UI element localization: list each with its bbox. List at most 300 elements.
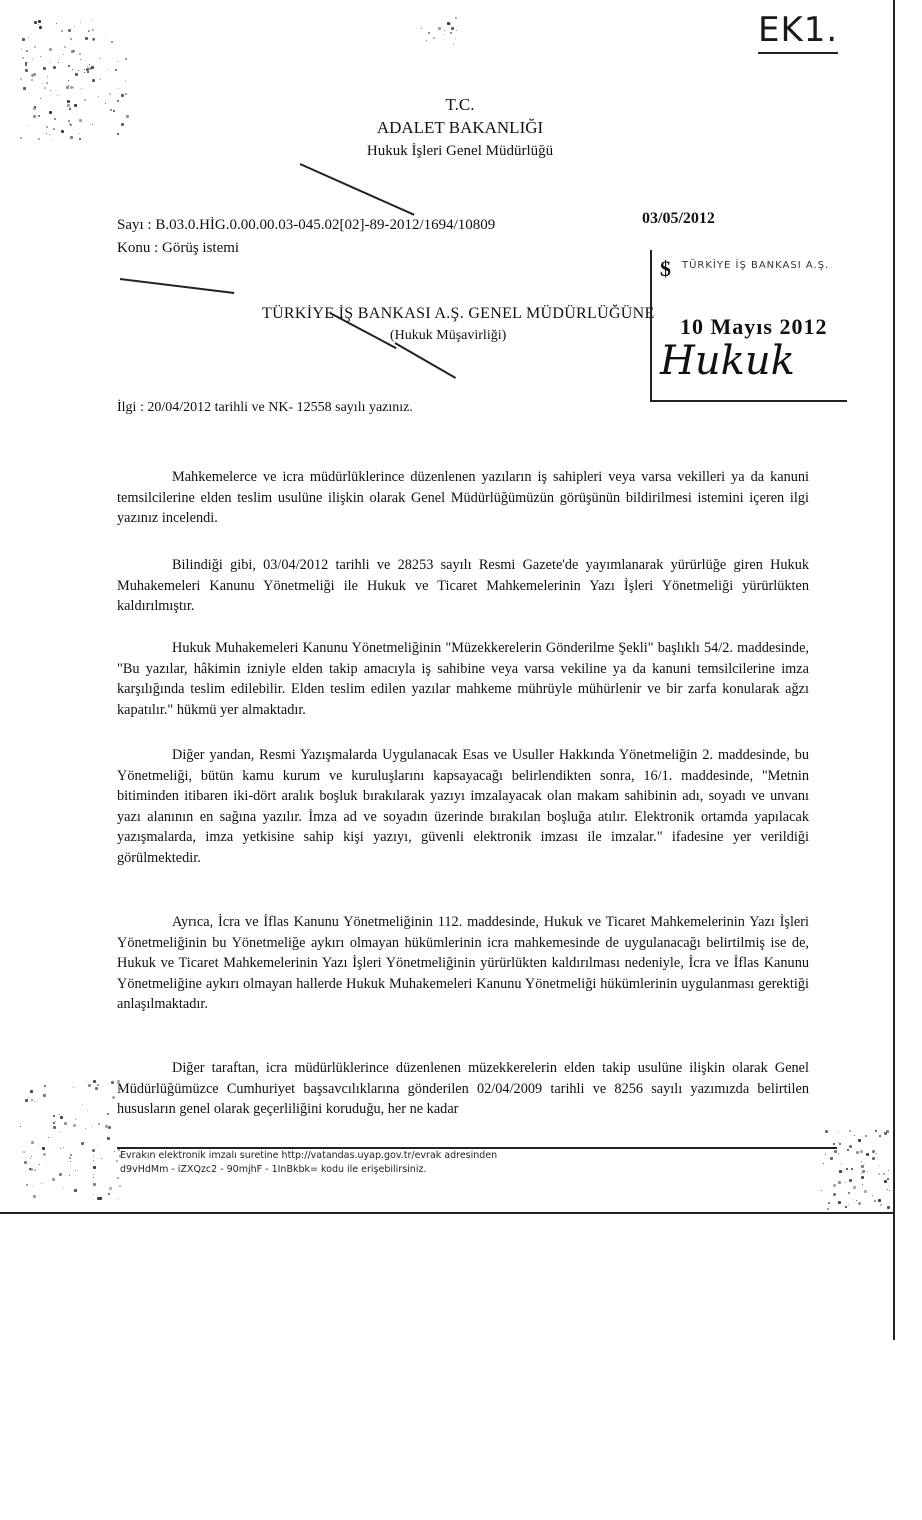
document-date: 03/05/2012 — [642, 210, 715, 227]
scan-speck — [61, 30, 63, 32]
scan-speck — [85, 37, 88, 40]
scan-speck — [25, 1171, 26, 1172]
scan-speck — [80, 59, 81, 60]
scan-speck — [63, 1188, 64, 1189]
scan-speck — [841, 1164, 842, 1165]
footer-divider — [117, 1147, 837, 1149]
annex-label: EK1. — [758, 10, 839, 50]
scan-speck — [72, 69, 73, 70]
scan-speck — [455, 38, 456, 39]
scan-speck — [73, 1124, 76, 1127]
scan-speck — [55, 1121, 56, 1122]
footnote-line-1: Evrakın elektronik imzalı suretine http://vatandas.uyap.gov.tr/evrak adresinden — [120, 1150, 498, 1161]
scan-speck — [46, 133, 47, 134]
reference-number: Sayı : B.03.0.HİG.0.00.00.03-045.02[02]-89-2012/1694/10809 — [117, 217, 496, 233]
scan-speck — [107, 1137, 110, 1140]
scan-speck — [115, 69, 117, 71]
scan-speck — [421, 28, 422, 29]
scan-speck — [50, 62, 51, 63]
scan-speck — [47, 76, 48, 77]
scan-speck — [66, 86, 69, 89]
scan-speck — [42, 83, 43, 84]
scan-speck — [69, 123, 71, 125]
scan-speck — [34, 106, 36, 108]
scan-speck — [59, 1114, 60, 1115]
scan-speck — [833, 1143, 835, 1145]
scan-speck — [84, 72, 85, 73]
scan-speck — [60, 1131, 61, 1132]
scan-speck — [23, 1151, 25, 1153]
scan-speck — [866, 1153, 869, 1156]
scan-speck — [33, 115, 36, 118]
scan-speck — [88, 31, 89, 32]
scan-speck — [111, 1081, 114, 1084]
scan-speck — [121, 123, 124, 126]
scan-speck — [858, 1202, 861, 1205]
scan-speck — [68, 120, 70, 122]
scan-speck — [100, 79, 101, 80]
scan-speck — [867, 1171, 868, 1172]
scan-speck — [444, 30, 445, 31]
scan-speck — [25, 1099, 28, 1102]
scan-speck — [860, 1150, 863, 1153]
annex-underline — [758, 52, 838, 54]
scan-noise-top-left — [20, 20, 130, 140]
bank-logo-icon: $ — [660, 256, 671, 281]
scan-speck — [108, 1126, 111, 1129]
scan-speck — [118, 88, 119, 89]
handwritten-note: Hukuk — [660, 338, 795, 384]
scan-speck — [22, 38, 25, 41]
body-paragraph: Mahkemelerce ve icra müdürlüklerince düzenlenen yazıların iş sahipleri veya varsa vekilleri ya da kanuni temsilcilerine elden teslim usulüne ilişkin olarak Genel Müdürlüğümüzün görüşünün bildirilmesi istemini içeren ilgi yazınız incelendi. — [117, 469, 809, 526]
scan-speck — [117, 100, 119, 102]
scan-speck — [864, 1190, 867, 1193]
scan-speck — [67, 100, 70, 103]
scan-speck — [426, 40, 427, 41]
body-paragraph: Diğer taraftan, icra müdürlüklerince düzenlenen müzekkerelerin elden takip usulüne ilişkin olarak Genel Müdürlüğümüzce Cumhuriyet başsavcılıklarına gönderilen 02/04/2009 tarihli ve 8256 sayılı yazımızda belirtilen hususların genel olarak geçerliliğini koruduğu, her ne kadar — [117, 1060, 809, 1117]
scan-speck — [31, 74, 34, 77]
scan-speck — [91, 1126, 92, 1127]
scan-speck — [54, 118, 56, 120]
scan-speck — [97, 1084, 99, 1086]
scan-speck — [40, 56, 41, 57]
scan-speck — [825, 1130, 828, 1133]
scan-speck — [121, 94, 124, 97]
scan-speck — [71, 50, 74, 53]
scan-speck — [880, 1204, 882, 1206]
scan-speck — [119, 1185, 121, 1187]
scan-speck — [98, 1123, 100, 1125]
header-country: T.C. — [445, 95, 475, 114]
scan-speck — [60, 1116, 63, 1119]
scan-speck — [879, 1165, 880, 1166]
body-paragraph: Hukuk Muhakemeleri Kanunu Yönetmeliğinin "Müzekkerelerin Gönderilme Şekli" başlıklı 54/2. maddesinde, "Bu yazılar, hâkimin izniyle elden takip amacıyla iş sahibine veya varsa vekiline ya da kanuni temsilcilerine imza karşılığında teslim edilebilir. Elden teslim edilen yazılar mahkeme mührüyle mühürlenir ve bir zarfa konularak ağzı kapatılır." hükmü yer almaktadır. — [117, 640, 809, 718]
scan-speck — [31, 79, 33, 81]
scan-speck — [88, 1084, 91, 1087]
pen-stroke — [120, 278, 234, 294]
scan-speck — [111, 41, 113, 43]
stamp-date: 10 Mayıs 2012 — [680, 314, 828, 339]
scan-speck — [99, 1197, 102, 1200]
body-paragraph: Ayrıca, İcra ve İflas Kanunu Yönetmeliğinin 112. maddesinde, Hukuk ve Ticaret Mahkemelerinin Yazı İşleri Yönetmeliğinin bu Yönetmeliğe aykırı olmayan hükümlerinin icra mahkemesinde de uygulanacağı belirtilmiş ise de, Hukuk ve Ticaret Mahkemelerinin Yazı İşleri Yönetmeliğinin yürürlükten kaldırılması nedeniyle, İcra ve İflas Kanunu Yönetmeliğine aykırı olmayan hallerde Hukuk Muhakemeleri Kanunu Yönetmeliği hükümlerinin uygulanması gerektiği anlaşılmaktadır. — [117, 914, 809, 1012]
scan-speck — [38, 24, 39, 25]
scan-speck — [884, 1180, 887, 1183]
scan-speck — [23, 87, 26, 90]
scan-speck — [31, 1099, 33, 1101]
scan-speck — [70, 86, 73, 89]
scan-speck — [25, 64, 27, 66]
scan-speck — [93, 1183, 96, 1186]
scan-speck — [456, 30, 457, 31]
scan-speck — [113, 110, 115, 112]
scan-speck — [43, 1094, 46, 1097]
scan-speck — [64, 46, 66, 48]
scan-speck — [78, 70, 79, 71]
scan-speck — [879, 1135, 881, 1137]
scan-speck — [823, 1163, 824, 1164]
scan-speck — [93, 1177, 94, 1178]
scan-speck — [821, 1190, 822, 1191]
scan-speck — [428, 32, 430, 34]
scan-speck — [74, 26, 75, 27]
scan-speck — [64, 1122, 67, 1125]
scan-speck — [73, 87, 74, 88]
scan-speck — [92, 1149, 95, 1152]
scan-speck — [874, 1200, 876, 1202]
scan-speck — [43, 67, 46, 70]
scan-speck — [825, 1154, 826, 1155]
scan-speck — [87, 66, 88, 67]
body-paragraph: Diğer yandan, Resmi Yazışmalarda Uygulanacak Esas ve Usuller Hakkında Yönetmeliğin 2. maddesinde, bu Yönetmeliği, bütün kamu kurum ve kuruluşlarını kapsayacağı belirlendikten sonra, 16/1. maddesinde, "Metnin bitiminden itibaren iki-dört aralık boşluk bırakılarak yazıyı imzalayacak olan makam sahibinin adı, soyadı ve unvanı yazı alanının en sağına yazılır. İmza ad ve soyadın üzerinde bırakılan boşluğa atılır. Elektronik ortamda yapılacak yazışmalarda, imza yetkisine sahip kişi yazıyı, güvenli elektronik imzası ile imzalar." ifadesine yer verildiği görülmektedir. — [117, 747, 809, 866]
scan-speck — [861, 1173, 862, 1174]
scan-speck — [856, 1200, 857, 1201]
scan-speck — [838, 1131, 839, 1132]
scan-speck — [110, 109, 112, 111]
scan-speck — [79, 138, 81, 140]
scan-speck — [887, 1189, 888, 1190]
scan-speck — [861, 1176, 864, 1179]
scan-speck — [108, 69, 109, 70]
scan-speck — [67, 104, 70, 107]
scan-speck — [87, 1110, 88, 1111]
pen-stroke — [300, 163, 415, 216]
scan-speck — [883, 1173, 885, 1175]
scan-speck — [92, 29, 94, 31]
scan-speck — [889, 1190, 890, 1191]
scan-speck — [888, 1170, 889, 1171]
scan-speck — [69, 1157, 71, 1159]
scan-speck — [854, 1135, 855, 1136]
scan-speck — [31, 1156, 32, 1157]
scan-speck — [44, 87, 46, 89]
scan-speck — [101, 1158, 102, 1159]
scan-speck — [26, 50, 28, 52]
scan-speck — [453, 44, 454, 45]
scan-speck — [80, 22, 81, 23]
scan-speck — [450, 32, 452, 34]
scan-speck — [830, 1157, 833, 1160]
scan-speck — [29, 1168, 31, 1170]
scan-speck — [78, 133, 79, 134]
scan-speck — [117, 1177, 119, 1179]
scan-speck — [75, 1170, 76, 1171]
scan-speck — [109, 93, 111, 95]
scan-speck — [82, 1104, 83, 1105]
scan-speck — [872, 1157, 875, 1160]
page-bottom-rule — [0, 1212, 893, 1214]
scan-speck — [93, 1194, 94, 1195]
header-ministry: ADALET BAKANLIĞI — [376, 118, 544, 137]
scan-speck — [856, 1151, 859, 1154]
scan-speck — [48, 1137, 49, 1138]
scan-speck — [46, 1165, 47, 1166]
scan-speck — [68, 29, 71, 32]
scan-speck — [92, 79, 95, 82]
scan-speck — [876, 1153, 877, 1154]
scan-speck — [52, 139, 53, 140]
scan-speck — [89, 67, 92, 70]
scan-speck — [63, 54, 64, 55]
scan-speck — [833, 1184, 836, 1187]
scan-noise-top — [420, 15, 460, 45]
scan-speck — [28, 37, 29, 38]
scan-speck — [853, 1186, 856, 1189]
scan-speck — [112, 1096, 115, 1099]
scan-speck — [865, 1135, 867, 1137]
scan-speck — [81, 88, 82, 89]
scan-speck — [91, 20, 92, 21]
scan-speck — [451, 27, 454, 30]
scan-speck — [92, 124, 93, 125]
scan-speck — [44, 1085, 46, 1087]
scan-speck — [30, 1158, 31, 1159]
scan-speck — [838, 1153, 839, 1154]
scan-speck — [20, 1126, 21, 1127]
scan-speck — [845, 1206, 847, 1208]
scan-speck — [39, 26, 42, 29]
scan-speck — [125, 81, 126, 82]
scan-speck — [49, 134, 50, 135]
scan-speck — [116, 1160, 118, 1162]
scan-speck — [861, 1161, 862, 1162]
scan-speck — [95, 1087, 98, 1090]
scan-speck — [87, 71, 89, 73]
scan-speck — [74, 1189, 77, 1192]
scan-speck — [84, 69, 85, 70]
addressee-department: (Hukuk Müşavirliği) — [390, 328, 507, 343]
scan-speck — [41, 1183, 42, 1184]
scan-speck — [42, 1147, 45, 1150]
scan-speck — [447, 22, 450, 25]
scan-speck — [25, 62, 27, 64]
scan-speck — [838, 1181, 841, 1184]
scan-speck — [68, 85, 69, 86]
scan-speck — [849, 1145, 852, 1148]
scan-speck — [58, 62, 59, 63]
scan-speck — [839, 1143, 841, 1145]
scan-speck — [70, 1154, 72, 1156]
scan-speck — [70, 1161, 71, 1162]
scan-speck — [126, 115, 129, 118]
scan-speck — [849, 1179, 852, 1182]
scan-speck — [89, 64, 90, 65]
scan-speck — [858, 1139, 861, 1142]
scan-speck — [46, 126, 48, 128]
scan-speck — [862, 1170, 865, 1173]
scan-speck — [85, 1128, 86, 1129]
scan-speck — [20, 78, 22, 80]
scan-speck — [105, 103, 106, 104]
scan-speck — [849, 1130, 851, 1132]
scan-speck — [59, 1173, 62, 1176]
pen-stroke — [395, 342, 457, 379]
body-paragraph: Bilindiği gibi, 03/04/2012 tarihli ve 28253 sayılı Resmi Gazete'de yayımlanarak yürürlüğe giren Hukuk Muhakemeleri Kanunu Yönetmeliği ile Hukuk ve Ticaret Mahkemelerinin Yazı İşleri Yönetmeliği yürürlükten kaldırılmıştır. — [117, 557, 809, 614]
scan-speck — [81, 1142, 84, 1145]
scan-speck — [50, 90, 51, 91]
scan-speck — [26, 1184, 28, 1186]
scan-speck — [85, 1081, 86, 1082]
scan-speck — [57, 95, 58, 96]
scan-speck — [93, 1160, 94, 1161]
scan-speck — [839, 1170, 842, 1173]
scan-speck — [73, 1087, 74, 1088]
scan-noise-bottom-left — [20, 1080, 120, 1200]
scan-speck — [40, 98, 41, 99]
scan-speck — [93, 1166, 96, 1169]
scan-speck — [75, 1119, 76, 1120]
scan-speck — [22, 57, 24, 59]
scan-speck — [117, 61, 118, 62]
scan-speck — [827, 1208, 829, 1210]
scan-speck — [33, 1195, 36, 1198]
scan-speck — [109, 1187, 112, 1190]
scan-speck — [68, 80, 69, 81]
scan-speck — [125, 93, 127, 95]
scan-speck — [843, 1171, 844, 1172]
scan-speck — [20, 137, 22, 139]
scan-speck — [30, 1090, 33, 1093]
scan-speck — [125, 58, 127, 60]
scan-speck — [21, 49, 22, 50]
scan-speck — [52, 1178, 55, 1181]
scan-speck — [74, 104, 77, 107]
scan-speck — [97, 1145, 98, 1146]
scan-speck — [444, 34, 445, 35]
scan-speck — [28, 125, 29, 126]
scan-speck — [118, 1198, 119, 1199]
scan-speck — [79, 53, 81, 55]
scan-speck — [833, 1193, 836, 1196]
scan-speck — [34, 21, 37, 24]
scan-speck — [105, 1125, 108, 1128]
scan-speck — [455, 17, 457, 19]
scan-speck — [93, 1174, 94, 1175]
scan-speck — [107, 1113, 109, 1115]
scan-speck — [24, 1161, 27, 1164]
scan-speck — [878, 1173, 880, 1175]
addressee-name: TÜRKİYE İŞ BANKASI A.Ş. GENEL MÜDÜRLÜĞÜNE — [262, 305, 655, 322]
scan-speck — [847, 1149, 849, 1151]
scan-speck — [53, 66, 56, 69]
scan-speck — [70, 38, 72, 40]
scan-speck — [878, 1199, 881, 1202]
scan-speck — [438, 27, 441, 30]
scan-speck — [69, 108, 71, 110]
scan-speck — [75, 73, 78, 76]
scan-speck — [49, 111, 52, 114]
scan-speck — [99, 58, 100, 59]
scan-speck — [433, 37, 435, 39]
scan-speck — [31, 1141, 34, 1144]
scan-speck — [887, 1206, 890, 1209]
scan-speck — [27, 62, 28, 63]
scan-speck — [38, 20, 41, 23]
scan-speck — [32, 59, 33, 60]
scan-speck — [838, 1201, 841, 1204]
scan-speck — [848, 1192, 850, 1194]
header-department: Hukuk İşleri Genel Müdürlüğü — [366, 143, 554, 159]
scan-speck — [828, 1202, 830, 1204]
scan-speck — [93, 1080, 96, 1083]
scan-speck — [37, 1101, 38, 1102]
received-stamp — [650, 250, 847, 402]
scan-speck — [70, 136, 73, 139]
scan-speck — [60, 1148, 61, 1149]
scan-speck — [34, 1169, 36, 1171]
scan-speck — [848, 1204, 849, 1205]
scan-speck — [98, 96, 99, 97]
scan-speck — [864, 1163, 865, 1164]
scan-speck — [838, 1142, 839, 1143]
scan-speck — [38, 138, 40, 140]
scan-speck — [846, 1168, 848, 1170]
scan-speck — [43, 1153, 46, 1156]
page-edge-line — [893, 0, 895, 1340]
scan-speck — [108, 1193, 110, 1195]
scan-speck — [875, 1130, 877, 1132]
scan-speck — [49, 48, 52, 51]
scan-speck — [106, 36, 107, 37]
scan-speck — [84, 99, 86, 101]
scan-speck — [34, 1101, 35, 1102]
scan-speck — [79, 119, 82, 122]
scan-speck — [862, 1184, 863, 1185]
scan-speck — [93, 1156, 94, 1157]
scan-speck — [92, 38, 95, 41]
scan-speck — [53, 1126, 56, 1129]
scan-speck — [53, 1115, 55, 1117]
scan-speck — [834, 1150, 837, 1153]
scan-speck — [63, 1147, 64, 1148]
scan-speck — [38, 1146, 39, 1147]
scan-speck — [38, 115, 40, 117]
scan-speck — [884, 1132, 887, 1135]
scan-speck — [56, 23, 57, 24]
scan-speck — [53, 128, 55, 130]
scan-speck — [68, 65, 70, 67]
scan-speck — [32, 1186, 33, 1187]
scan-speck — [46, 82, 48, 84]
subject-line: Konu : Görüş istemi — [117, 240, 240, 256]
scan-speck — [34, 46, 36, 48]
reference-ilgi: İlgi : 20/04/2012 tarihli ve NK- 12558 sayılı yazınız. — [117, 400, 413, 415]
scan-speck — [851, 1168, 853, 1170]
scan-speck — [61, 130, 64, 133]
scan-speck — [53, 1122, 55, 1124]
scan-speck — [28, 1097, 29, 1098]
scan-speck — [117, 133, 119, 135]
scan-speck — [861, 1165, 864, 1168]
